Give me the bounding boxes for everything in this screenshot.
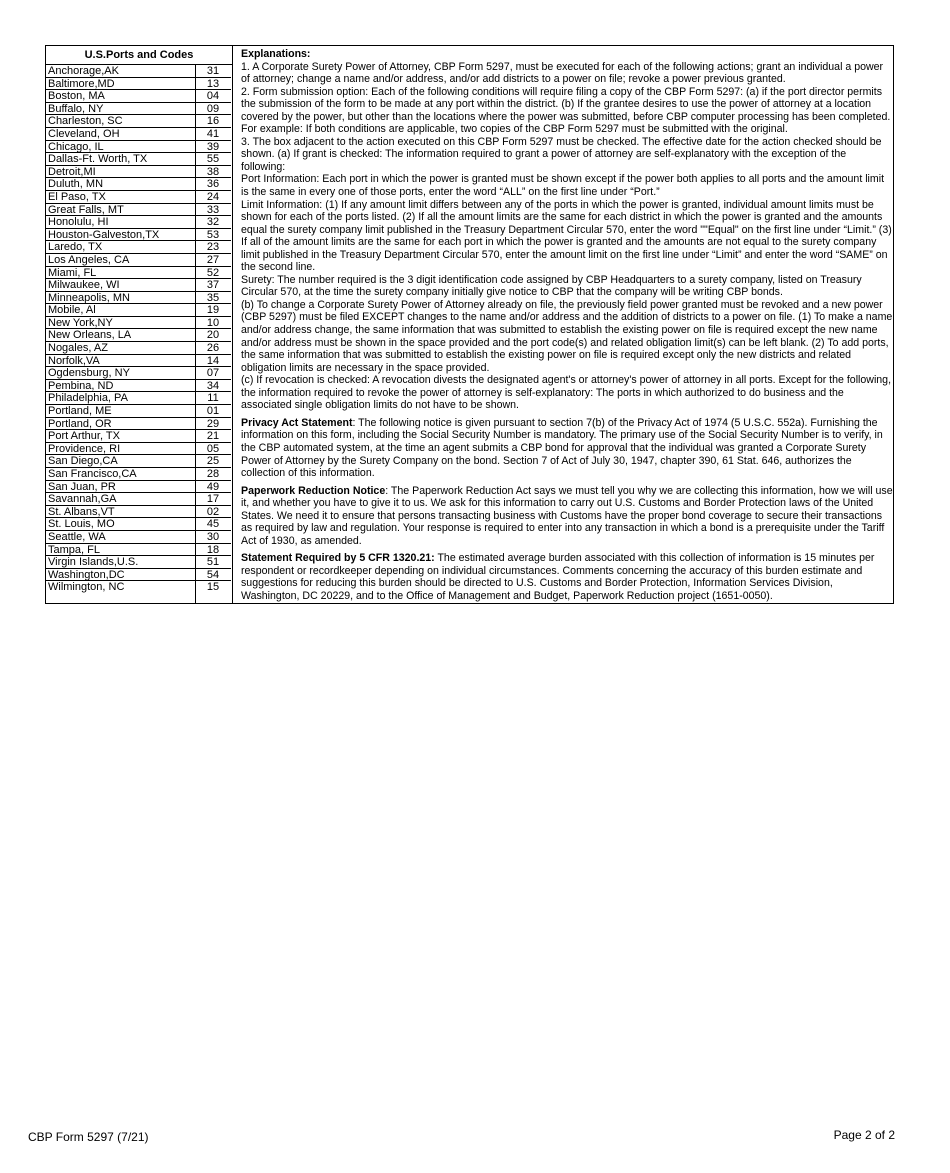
port-name: Charleston, SC <box>46 115 195 128</box>
port-name: Savannah,GA <box>46 493 195 506</box>
port-code: 32 <box>195 216 231 229</box>
port-name: New York,NY <box>46 317 195 330</box>
port-name: Chicago, IL <box>46 141 195 154</box>
ports-panel <box>46 46 233 603</box>
port-row <box>46 569 232 582</box>
port-row <box>46 78 232 91</box>
port-row <box>46 166 232 179</box>
page-number: Page 2 of 2 <box>833 1128 895 1142</box>
port-code: 23 <box>195 241 231 254</box>
port-name: Dallas-Ft. Worth, TX <box>46 153 195 166</box>
port-row <box>46 128 232 141</box>
port-name: Buffalo, NY <box>46 103 195 116</box>
port-row <box>46 216 232 229</box>
port-name: San Francisco,CA <box>46 468 195 481</box>
port-code: 55 <box>195 153 231 166</box>
burden-statement-text: The estimated average burden associated with this collection of information is 15 minutes per respondent or recordkeeper depending on individual circumstances. Comments concerning the accuracy of this burden estimate and suggestions for reducing this burden should be directed to U.S. Customs and Border Protection, Information Services Division, Washington, DC 20229, and to the Office of Management and Budget, Paperwork Reduction project (1651-0050). <box>241 552 875 602</box>
port-name: Duluth, MN <box>46 178 195 191</box>
port-name: Wilmington, NC <box>48 581 125 594</box>
explanations-panel <box>241 48 893 603</box>
port-name: Tampa, FL <box>46 544 195 557</box>
port-row <box>46 254 232 267</box>
explanation-paragraphs <box>241 61 893 412</box>
explanations-heading: Explanations: <box>241 48 311 60</box>
form-table <box>45 45 894 604</box>
port-code: 39 <box>195 141 231 154</box>
port-code: 38 <box>195 166 231 179</box>
explanation-paragraph: (c) If revocation is checked: A revocation divests the designated agent's or attorney's power of attorney in all ports. Except for the following, the information required to revoke the power of attorney is self-explanatory: The ports in which authorized to do business and the associated single obligation limits do not have to be shown. <box>241 374 892 412</box>
port-row <box>46 292 232 305</box>
ports-title: U.S.Ports and Codes <box>46 46 232 65</box>
privacy-act-text: : The following notice is given pursuant to section 7(b) of the Privacy Act of 1974 (5 U.S.C. 552a). Furnishing the information on this form, including the Social Security Number is mandatory. The primary use of the Social Security Number is to verify, in the CBP automated system, at the time an agent submits a CBP bond for approval that the individual was granted a Corporate Surety Power of Attorney by the Surety Company on the bond. Section 7 of Act of July 30, 1947, chapter 390, 61 Stat. 646, authorizes the collection of this information. <box>241 416 883 480</box>
port-row <box>46 355 232 368</box>
port-row <box>46 518 232 531</box>
port-row <box>46 468 232 481</box>
port-name: Pembina, ND <box>46 380 195 393</box>
port-row <box>46 191 232 204</box>
port-name: Portland, ME <box>46 405 195 418</box>
port-code: 18 <box>195 544 231 557</box>
port-name: Boston, MA <box>46 90 195 103</box>
port-row <box>46 531 232 544</box>
port-code: 11 <box>195 392 231 405</box>
port-code: 07 <box>195 367 231 380</box>
port-code: 02 <box>195 506 231 519</box>
port-row <box>46 455 232 468</box>
port-row <box>46 229 232 242</box>
port-row <box>46 430 232 443</box>
explanation-paragraph: 1. A Corporate Surety Power of Attorney, CBP Form 5297, must be executed for each of the following actions; grant an individual a power of attorney; change a name and/or address, and/or add districts to a power on file; revoke a power previous granted. <box>241 60 884 86</box>
port-name: Providence, RI <box>46 443 195 456</box>
port-name: Laredo, TX <box>46 241 195 254</box>
explanation-paragraph: Limit Information: (1) If any amount limit differs between any of the ports in which the power is granted, individual amount limits must be shown for each of the ports listed. (2) If all the amount limits are the same for each district in which the power is granted and the amounts equal the surety company limit published in the Treasury Department Circular 570, enter the word ""Equal" on the first line under “Limit.” (3) If all of the amount limits are the same for each port in which the power is granted and the amounts are not equal to the surety company limit published in the Treasury Department Circular 570, enter the amount limit on the first line under “Limit” and enter the word “SAME” on the second line. <box>241 198 892 274</box>
port-code: 09 <box>195 103 231 116</box>
port-code: 52 <box>195 267 231 280</box>
port-name: Milwaukee, WI <box>46 279 195 292</box>
port-row <box>46 153 232 166</box>
port-name: Philadelphia, PA <box>46 392 195 405</box>
port-code: 34 <box>195 380 231 393</box>
port-code: 36 <box>195 178 231 191</box>
explanation-paragraph: Surety: The number required is the 3 digit identification code assigned by CBP Headquarters to a surety company, listed on Treasury Circular 570, at the time the surety company initially give notice to CBP that the company will be writing CBP bonds. <box>241 273 862 299</box>
port-name: Anchorage,AK <box>46 65 195 78</box>
burden-statement <box>241 552 893 602</box>
port-code: 04 <box>195 90 231 103</box>
port-row <box>46 65 232 78</box>
port-name: Cleveland, OH <box>46 128 195 141</box>
port-code: 24 <box>195 191 231 204</box>
paperwork-reduction-notice <box>241 485 893 548</box>
port-name: Portland, OR <box>46 418 195 431</box>
port-code: 53 <box>195 229 231 242</box>
port-code: 15 <box>206 581 220 594</box>
port-code: 45 <box>195 518 231 531</box>
port-row <box>46 556 232 569</box>
port-name: Miami, FL <box>46 267 195 280</box>
port-code: 54 <box>195 569 231 582</box>
burden-statement-title: Statement Required by 5 CFR 1320.21: <box>241 552 435 565</box>
form-identifier: CBP Form 5297 (7/21) <box>28 1130 149 1144</box>
port-row <box>46 544 232 557</box>
port-row <box>46 481 232 494</box>
ports-list <box>46 65 232 594</box>
port-code: 30 <box>195 531 231 544</box>
port-name: Los Angeles, CA <box>46 254 195 267</box>
port-code: 19 <box>195 304 231 317</box>
explanation-paragraph: Port Information: Each port in which the power is granted must be shown except if the power both applies to all ports and the amount limit is the same in every one of those ports, enter the word “ALL” on the first line under “Port.” <box>241 173 885 199</box>
port-row <box>46 405 232 418</box>
port-row <box>46 267 232 280</box>
port-row <box>46 279 232 292</box>
port-name: Port Arthur, TX <box>46 430 195 443</box>
port-row <box>46 304 232 317</box>
port-name: Seattle, WA <box>46 531 195 544</box>
explanation-paragraph: 3. The box adjacent to the action executed on this CBP Form 5297 must be checked. The effective date for the action checked should be shown. (a) If grant is checked: The information required to grant a power of attorney are self-explanatory with the exception of the following: <box>241 135 882 173</box>
port-name: St. Louis, MO <box>46 518 195 531</box>
port-row <box>46 141 232 154</box>
port-code: 37 <box>195 279 231 292</box>
port-row <box>46 178 232 191</box>
port-row <box>46 506 232 519</box>
port-row <box>46 90 232 103</box>
port-code: 10 <box>195 317 231 330</box>
port-code: 20 <box>195 329 231 342</box>
port-row <box>46 204 232 217</box>
explanation-paragraph: 2. Form submission option: Each of the following conditions will require filing a copy of the CBP Form 5297: (a) if the port director permits the submission of the form to be made at any port within the district. (b) If the grantee desires to use the power of attorney at a location covered by the power, but other than the locations where the power was submitted, before CBP computer processing has been completed. For example: If both conditions are applicable, two copies of the CBP Form 5297 must be submitted with the original. <box>241 85 891 136</box>
port-name: Baltimore,MD <box>46 78 195 91</box>
port-name: El Paso, TX <box>46 191 195 204</box>
port-code: 21 <box>195 430 231 443</box>
port-row <box>46 342 232 355</box>
port-row <box>46 241 232 254</box>
port-code: 01 <box>195 405 231 418</box>
port-code: 51 <box>195 556 231 569</box>
port-code: 16 <box>195 115 231 128</box>
port-name: Houston-Galveston,TX <box>46 229 195 242</box>
port-code: 13 <box>195 78 231 91</box>
port-row <box>46 581 232 594</box>
privacy-act-statement <box>241 417 893 480</box>
port-name: San Juan, PR <box>46 481 195 494</box>
paperwork-reduction-text: : The Paperwork Reduction Act says we must tell you why we are collecting this information, how we will use it, and whether you have to give it to us. We ask for this information to carry out U.S. Customs and Border Protection laws of the United States. We need it to ensure that persons transacting business with Customs have the proper bond coverage to secure their transactions as required by law and regulation. Your response is required to enter into any transaction in which a bond is a prerequisite under the Tariff Act of 1930, as amended. <box>241 484 893 547</box>
port-code: 26 <box>195 342 231 355</box>
port-name: Honolulu, HI <box>46 216 195 229</box>
port-row <box>46 317 232 330</box>
port-code: 17 <box>195 493 231 506</box>
port-name: Norfolk,VA <box>46 355 195 368</box>
port-name: San Diego,CA <box>46 455 195 468</box>
port-name: Nogales, AZ <box>46 342 195 355</box>
paperwork-reduction-title: Paperwork Reduction Notice <box>241 484 386 497</box>
port-row <box>46 392 232 405</box>
port-code: 49 <box>195 481 231 494</box>
port-row <box>46 418 232 431</box>
port-row <box>46 103 232 116</box>
port-row <box>46 115 232 128</box>
port-code: 05 <box>195 443 231 456</box>
port-row <box>46 380 232 393</box>
port-code: 41 <box>195 128 231 141</box>
port-code: 27 <box>195 254 231 267</box>
port-code: 35 <box>195 292 231 305</box>
port-name: Washington,DC <box>46 569 195 582</box>
port-code: 31 <box>195 65 231 78</box>
explanation-paragraph: (b) To change a Corporate Surety Power of Attorney already on file, the previously field power granted must be revoked and a new power (CBP 5297) must be filed EXCEPT changes to the name and/or address and the addition of districts to a power on file. (1) To make a name and/or address change, the same information that was submitted to establish the existing power on file is required except the new name and/or address must be shown in the space provided and the port code(s) and related obligation limit(s) can be left blank. (2) To add ports, the same information that was submitted to establish the existing power on file is required except only the new districts and related obligation limits are necessary in the space provided. <box>241 298 893 374</box>
port-name: Mobile, Al <box>46 304 195 317</box>
port-name: Minneapolis, MN <box>46 292 195 305</box>
port-name: New Orleans, LA <box>46 329 195 342</box>
port-row <box>46 329 232 342</box>
port-row <box>46 493 232 506</box>
port-row <box>46 443 232 456</box>
port-name: Ogdensburg, NY <box>46 367 195 380</box>
port-code: 14 <box>195 355 231 368</box>
port-name: Great Falls, MT <box>46 204 195 217</box>
port-code: 25 <box>195 455 231 468</box>
port-code: 33 <box>195 204 231 217</box>
port-name: Virgin Islands,U.S. <box>46 556 195 569</box>
port-name: St. Albans,VT <box>46 506 195 519</box>
port-name: Detroit,MI <box>46 166 195 179</box>
port-code: 29 <box>195 418 231 431</box>
port-code: 28 <box>195 468 231 481</box>
privacy-act-title: Privacy Act Statement <box>241 416 353 429</box>
port-row <box>46 367 232 380</box>
